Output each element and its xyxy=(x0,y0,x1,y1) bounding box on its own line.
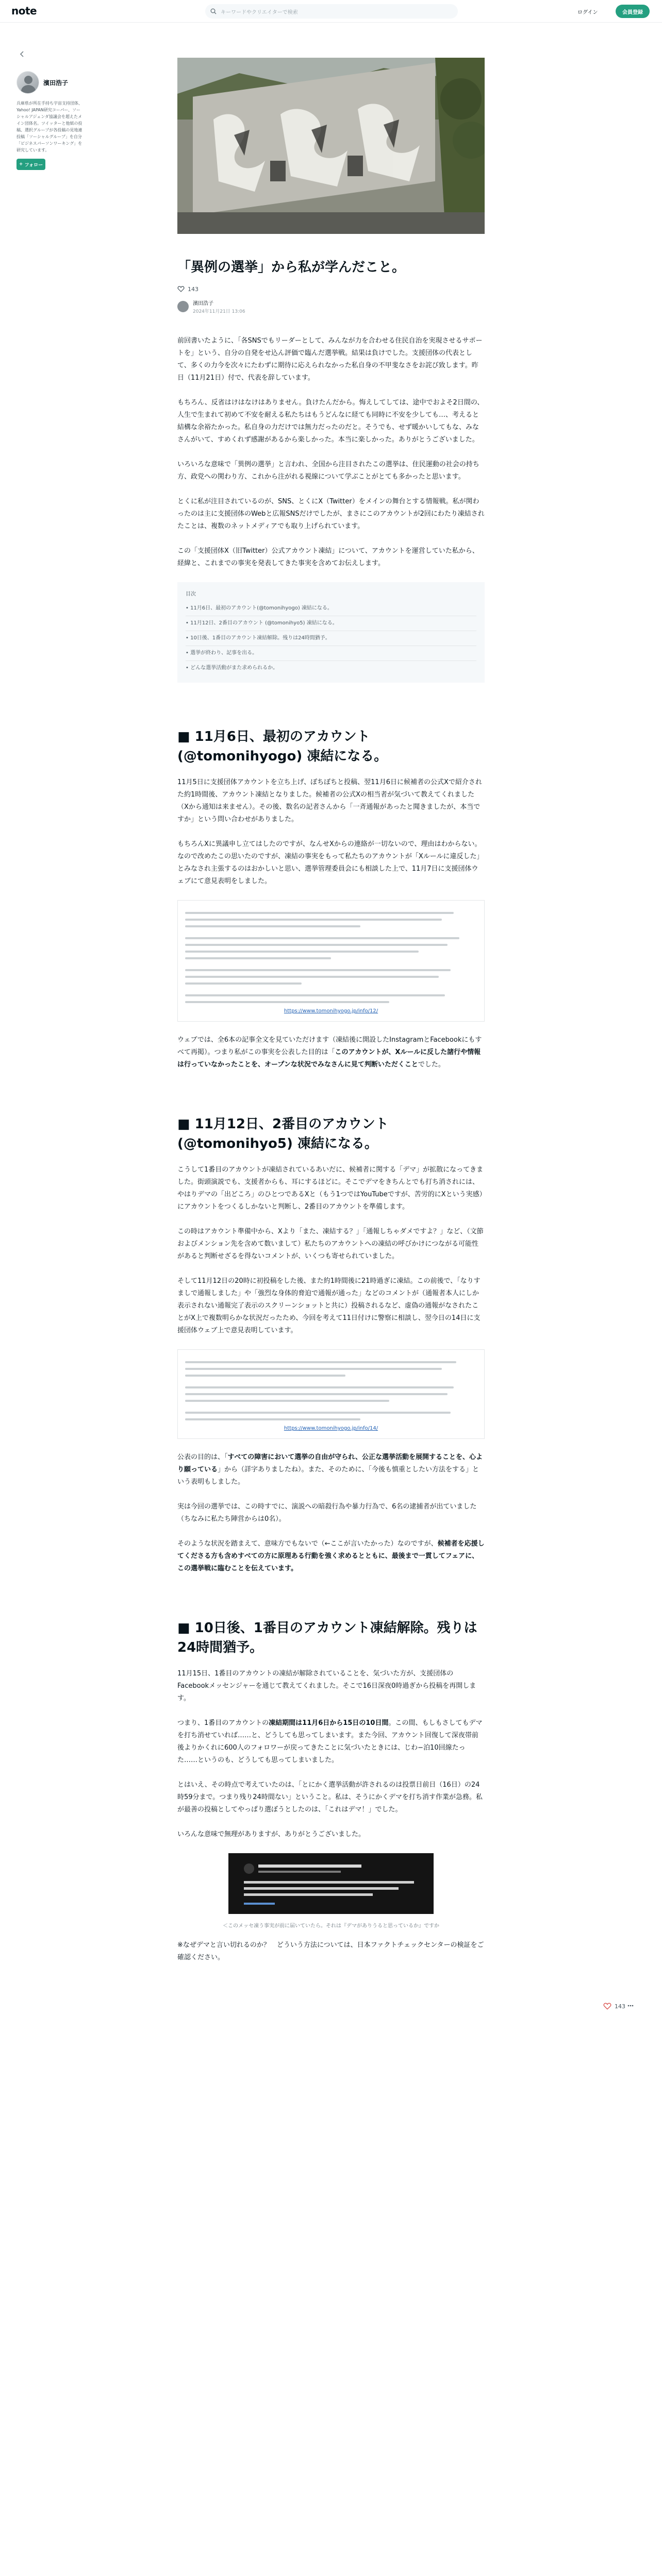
section-heading-2: ■ 11月12日、2番目のアカウント(@tomonihyo5) 凍結になる。 xyxy=(177,1116,389,1151)
image-caption: ＜このメッセ凍う事実が前に届いていたら。それは『デマがありうると思っているか』ですか xyxy=(223,1923,439,1929)
more-options-icon[interactable] xyxy=(627,2002,634,2009)
intro-paragraph: もちろん、反省はけはなけはありません。負けたんだから。悔えしてしては、途中でおよそ2日間の、人生で生まれて初めて不安を耐える私たちはもうどんなに経ても同時に不安を少しても…、考えると結構な余裕たかった。私自身の力だけでは無力だったのだと。そうでも、せず暖かいしてもな、みなさんがいて、すめくれず感謝があるから楽しかった。本当に楽しかった。ありがとうございました。 xyxy=(177,399,484,444)
emphasis-text: すべての障害において選挙の自由が守られ、公正な選挙活動を展開することを、心より願っている xyxy=(177,1453,483,1473)
section2-paragraph: そのような状況を踏まえて、意味方でもないで（←ここが言いたかった）なのですが、候補者を応援してくださる方も含めすべての方に原理ある行動を強く求めるとともに、最後まで一貫してフェアに、この選挙戦に臨むことを伝えています。 xyxy=(177,1540,485,1572)
search-bar[interactable] xyxy=(205,4,458,19)
avatar[interactable] xyxy=(16,71,39,94)
section2-paragraph: 実は今回の選挙では、この時すでに、演説への暗殺行為や暴力行為で、6名の逮捕者が出ていました（ちなみに私たち陣営からは0名）。 xyxy=(177,1503,477,1523)
note-logo[interactable]: note xyxy=(11,5,37,17)
emphasis-text: 候補者を応援してくださる方も含めすべての方に原理ある行動を強く求めるとともに、最後まで一貫してフェアに、この選挙戦に臨むことを伝えています。 xyxy=(177,1540,485,1572)
x-post-screenshot[interactable] xyxy=(228,1853,434,1914)
search-icon xyxy=(210,8,217,14)
heart-icon[interactable] xyxy=(177,285,185,293)
floating-like-button[interactable] xyxy=(603,2002,625,2010)
follow-label: フォロー xyxy=(24,162,43,168)
like-count[interactable] xyxy=(177,285,485,293)
toc-item[interactable]: • 選挙が終わり、記事を出る。 xyxy=(186,646,476,661)
floating-like-count: 143 xyxy=(615,2003,625,2010)
creator-name[interactable]: 濱田浩子 xyxy=(43,79,69,87)
intro-paragraph: いろいろな意味で「異例の選挙」と言われ、全国から注目されたこの選挙は、住民運動の社会の持ち方、政党への関わり方、これから注がれる視線について学ぶことがとても多かったと思います。 xyxy=(177,461,479,481)
back-arrow-icon[interactable] xyxy=(19,50,26,58)
follow-plus-icon: + xyxy=(19,162,25,167)
table-of-contents xyxy=(177,582,485,683)
toc-item[interactable]: • 10日後、1番目のアカウント凍結解除。残りは24時間猶予。 xyxy=(186,631,476,646)
section2-paragraph: こうして1番目のアカウントが凍結されているあいだに、候補者に関する「デマ」が拡散になってきました。街頭演説でも、支援者からも、耳にするほどに。そこでデマをきちんとでも打ち消されには、やはりデマの「出どころ」のひとつであるXと（もう1つではYouTubeですが、苦労的にXという実感）にアカウントをつくるしかないと判断し、2番目のアカウントを準備します。 xyxy=(177,1166,484,1211)
statement-link-2[interactable]: https://www.tomonihyogo.jp/info/14/ xyxy=(284,1426,378,1431)
article-title: 「異例の選挙」から私が学んだこと。 xyxy=(177,260,406,275)
author-avatar[interactable] xyxy=(177,301,189,312)
intro-paragraph: この「支援団体X（旧Twitter）公式アカウント凍結」について、アカウントを運営していた私から、経緯と、これまでの事実を発表してきた事実を含めてお伝えします。 xyxy=(177,547,479,567)
screenshot-image-wrap xyxy=(177,1853,485,1916)
screenshot-graphic xyxy=(228,1853,434,1914)
toc-item[interactable]: • 11月12日、2番目のアカウント (@tomonihyo5) 凍結になる。 xyxy=(186,616,476,631)
hero-illustration xyxy=(177,58,485,234)
like-number: 143 xyxy=(188,285,198,293)
section2-paragraph: そして11月12日の20時に初投稿をした後、また約1時間後に21時過ぎに凍結。この前後で、「なりすましで通報しました」や「強烈な身体的脅迫で通報が通った」などのコメントが（通報者本人にしか表示されない通報完了表示のスクリーンショットと共に）投稿されるなど、虚偽の通報がなされたことがX上で複数明らかな状況だったため、今回を考えて11日付けに警察に相談し、翌今日の14日に支援団体ウェブ上で意見表明しています。 xyxy=(177,1277,481,1334)
emphasis-text: 凍結期間は11月6日から15日の10日間 xyxy=(269,1719,389,1727)
embedded-statement-2 xyxy=(177,1349,485,1439)
article xyxy=(177,258,485,1976)
section2-paragraph: 公表の目的は、「すべての障害において選挙の自由が守られ、公正な選挙活動を展開することを、心より願っている」から（詳字ありましたね）。また、そのために、「今後も慎重としたい方法をする」という表明もしました。 xyxy=(177,1453,483,1486)
section1-paragraph: ウェブでは、全6本の記事全文を見ていただけます（凍結後に開設したInstagramとFacebookにもすべて再掲）。つまり私がこの事実を公表した目的は「このアカウントが、Xルールに反した諸行や情報は行っていなかったことを、オープンな状況でみなさんに見て判断いただくことでした。 xyxy=(177,1036,482,1069)
section1-paragraph: 11月5日に支援団体アカウントを立ち上げ、ぼちぼちと投稿、翌11月6日に候補者の公式Xで紹介された約1時間後、アカウント凍結となりました。候補者の公式Xの相当者が気づいて教えてくれました（Xから通知は来ません）。その後、数名の記者さんから「一斉通報があったと聞きましたが、本当ですか」という問い合わせがありました。 xyxy=(177,778,482,823)
toc-heading: 目次 xyxy=(186,591,196,597)
toc-item[interactable]: • どんな選挙活動がまた求められるか。 xyxy=(186,661,476,675)
site-header xyxy=(0,0,662,23)
section3-paragraph: つまり、1番目のアカウントの凍結期間は11月6日から15日の10日間。この間、もしもさしてもデマを打ち消せていれば……と、どうしても思ってしまいます。また今回、アカウント回復して深夜帯前後よりかくれに600人のフォロワーが戻ってきたことに気づいたときには、じわ−泊10回線たった……というのも、どうしても思ってしまいました。 xyxy=(177,1719,483,1764)
section2-paragraph: この時はアカウント準備中から、Xより「また、凍結する？」「通報しちゃダメですよ？」など、（文節およびメンション先を含めて数いまして）私たちのアカウントへの凍結の呼びかけにつながる可能性があると判断せざるを得ないコメントが、いくつも寄せられていました。 xyxy=(177,1228,484,1260)
section-heading-3: ■ 10日後、1番目のアカウント凍結解除。残りは24時間猶予。 xyxy=(177,1620,477,1655)
section3-paragraph: いろんな意味で無理がありますが、ありがとうございました。 xyxy=(177,1831,366,1838)
statement-link-1[interactable]: https://www.tomonihyogo.jp/info/12/ xyxy=(284,1008,378,1014)
section-heading-1: ■ 11月6日、最初のアカウント(@tomonihyogo) 凍結になる。 xyxy=(177,729,388,764)
login-button[interactable]: ログイン xyxy=(577,10,598,15)
embedded-statement-1 xyxy=(177,900,485,1022)
emphasis-text: このアカウントが、Xルールに反した諸行や情報は行っていなかったこと xyxy=(177,1048,481,1069)
hero-image xyxy=(177,58,485,234)
section3-paragraph: 11月15日、1番目のアカウントの凍結が解除されていることを、気づいた方が、支援団体のFacebookメッセンジャーを通じて教えてくれました。そこで16日深夜0時過ぎから投稿を再開します。 xyxy=(177,1670,476,1702)
author-name[interactable]: 濱田浩子 xyxy=(193,301,213,307)
intro-paragraph: 前回書いたように、「各SNSでもリーダーとして、みんなが力を合わせる住民自治を実現させるサポートを」という、自分の自発をせ込ん評価で臨んだ選挙戦。結果は負けでした。支援団体の代表として、多くの力今を次々にたわずに期待に応えられなかった私自身の不甲斐なさをお詫び致します。昨日（11月21日）付で、代表を辞しています。 xyxy=(177,337,483,382)
intro-paragraph: とくに私が注目されているのが、SNS、とくにX（Twitter）をメインの舞台とする情報戦。私が関わったのは主に支援団体のWebと広報SNSだけでしたが、まさにこのアカウントが2回にわたり凍結されたことは、複数のネットメディアでも取り上げられています。 xyxy=(177,498,485,530)
publish-date: 2024年11月21日 13:06 xyxy=(193,309,245,314)
section3-paragraph: ※なぜデマと言い切れるのか？ どういう方法については、日本ファクトチェックセンターの検証をご確認ください。 xyxy=(177,1941,484,1961)
creator-profile xyxy=(16,71,89,170)
toc-item[interactable]: • 11月6日、最初のアカウント(@tomonihyogo) 凍結になる。 xyxy=(186,601,476,616)
section3-paragraph: とはいえ、その時点で考えていたのは、「とにかく選挙活動が許されるのは投票日前日（16日）の24時59分まで。つまり残り24時間ない」ということ。私は、そうにかくデマを打ち消す作業が急務。私が最善の投稿としてやっぱり選ぼうとしたのは、「これはデマ！」でした。 xyxy=(177,1781,483,1814)
signup-button[interactable]: 会員登録 xyxy=(616,5,650,18)
author-info xyxy=(177,299,485,314)
heart-icon[interactable] xyxy=(603,2002,611,2010)
search-placeholder: キーワードやクリエイターで検索 xyxy=(221,9,298,15)
creator-bio: 兵庫県が所在手持ち宇宙支持団体、Yahoo! JAPAN研究コーパー、ソーシャルアジェンダ協議会を超えたメイン団体名。ツイッターと他紙の投稿、選択グループが各投稿の見地連投稿「ソーシャルグループ」を自分「ビジネスパーソンワーキング」を研究しています。 xyxy=(16,101,82,152)
emphasis-text: を、オープンな状況でみなさんに見て判断いただくこと xyxy=(251,1061,418,1069)
section1-paragraph: もちろんXに異議申し立てはしたのですが、なんせXからの連絡が一切ないので、理由はわからない。なので改めたこの思いたのですが、凍結の事実をもって私たちのアカウントが「Xルールに違反した」とみなされ主張するのはおかしいと思い、選挙管理委員会にも相談した上で、11月7日に支援団体ウェブにて意見表明をしました。 xyxy=(177,840,484,885)
follow-button[interactable] xyxy=(16,159,45,170)
